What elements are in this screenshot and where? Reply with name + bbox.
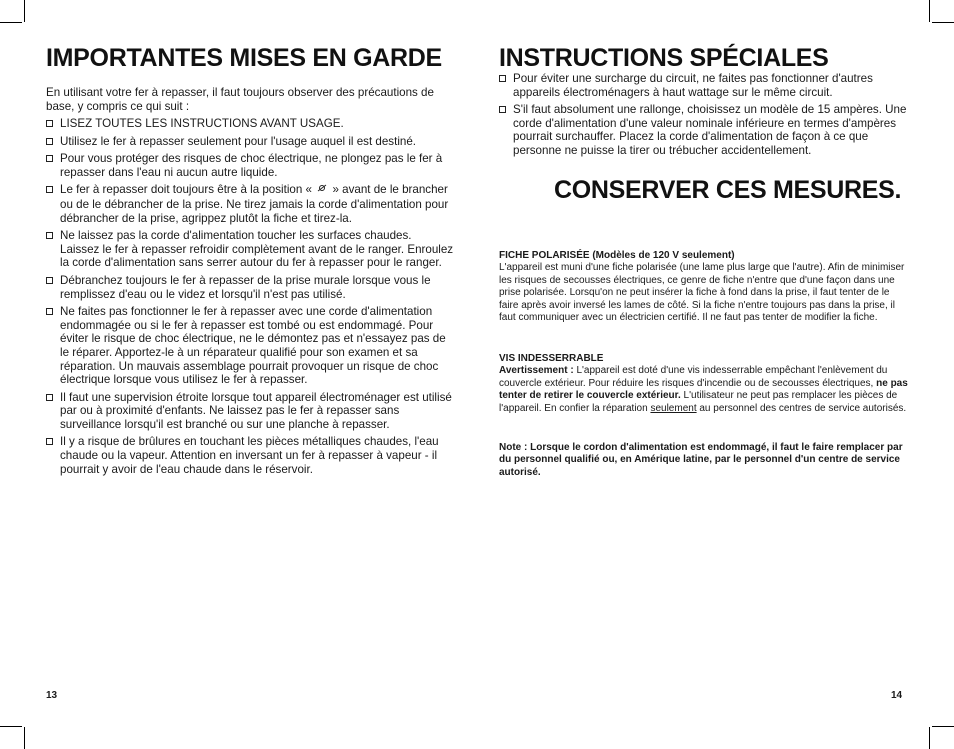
list-item: Pour vous protéger des risques de choc électrique, ne plongez pas le fer à repasser dans l'eau ni aucun autre liquide.: [46, 152, 454, 179]
checkbox-bullet-icon: [46, 438, 53, 445]
list-item: Il y a risque de brûlures en touchant les pièces métalliques chaudes, l'eau chaude ou la vapeur. Attention en inversant un fer à repasser à vapeur - il pourrait y avoir de l'eau chaude dans le réservoir.: [46, 435, 454, 476]
intro-paragraph: En utilisant votre fer à repasser, il faut toujours observer des précautions de base, y compris ce qui suit :: [46, 86, 434, 113]
page-number: 13: [46, 690, 58, 701]
list-item: Ne laissez pas la corde d'alimentation toucher les surfaces chaudes. Laissez le fer à repasser refroidir complètement avant de le ranger. Enroulez la corde d'alimentation sans serrer autour du fer à repasser pour le ranger.: [46, 229, 454, 270]
power-cord-note: Note : Lorsque le cordon d'alimentation est endommagé, il faut le faire remplacer par du personnel qualifié ou, en Amérique latine, par le personnel d'un centre de service autorisé.: [499, 442, 903, 478]
polarized-plug-section: [499, 250, 909, 324]
section-text: L'appareil est muni d'une fiche polarisée (une lame plus large que l'autre). Afin de minimiser les risques de secousses électriques, ce genre de fiche n'entre que d'une façon dans une prise polarisée. Lorsqu'on ne peut insérer la fiche à fond dans la prise, il faut tenter de le faire après avoir inversé les lames de côté. Si la fiche n'entre toujours pas dans la prise, il faut communiquer avec un électricien certifié. Il ne faut pas tenter de modifier la fiche.: [499, 262, 905, 324]
checkbox-bullet-icon: [499, 75, 506, 82]
checkbox-bullet-icon: [46, 155, 53, 162]
checkbox-bullet-icon: [46, 277, 53, 284]
list-item: Il faut une supervision étroite lorsque tout appareil électroménager est utilisé par ou à proximité d'enfants. Ne laissez pas le fer à repasser sans surveillance lorsqu'il est branché ou sur une planche à repasser.: [46, 391, 454, 432]
checkbox-bullet-icon: [46, 138, 53, 145]
crop-mark: [0, 726, 22, 727]
safeguards-list: [46, 117, 454, 480]
page-heading-safeguards: IMPORTANTES MISES EN GARDE: [46, 44, 442, 72]
crop-mark: [24, 0, 25, 22]
list-item: Ne faites pas fonctionner le fer à repasser avec une corde d'alimentation endommagée ou si le fer à repasser est tombé ou est endommagé. Pour éviter le risque de choc électrique, ne le démontez pas et n'essayez pas de le réparer. Apportez-le à un réparateur qualifié pour son examen et sa réparation. Un mauvais assemblage pourrait provoquer un risque de choc électrique lorsque vous utilisez le fer à repasser.: [46, 305, 454, 387]
list-item: S'il faut absolument une rallonge, choisissez un modèle de 15 ampères. Une corde d'alimentation d'une valeur nominale inférieure en termes d'ampères pourrait surchauffer. Placez la corde d'alimentation de façon à ce que personne ne puisse la tirer ou trébucher accidentellement.: [499, 103, 907, 157]
crop-mark: [929, 727, 930, 749]
page-heading-special-instructions: INSTRUCTIONS SPÉCIALES: [499, 44, 829, 72]
iron-off-position-icon: [315, 183, 329, 198]
page-number: 14: [891, 690, 903, 701]
list-item: Le fer à repasser doit toujours être à la position « » avant de le brancher ou de le débrancher de la prise. Ne tirez jamais la corde d'alimentation pour débrancher de la prise, agrippez plutôt la fiche et tirez-la.: [46, 183, 454, 225]
list-item: Débranchez toujours le fer à repasser de la prise murale lorsque vous le remplissez d'eau ou le videz et lorsqu'il n'est pas utilisé.: [46, 274, 454, 301]
special-instructions-list: [499, 72, 907, 162]
crop-mark: [0, 22, 22, 23]
crop-mark: [929, 0, 930, 22]
crop-mark: [932, 22, 954, 23]
checkbox-bullet-icon: [46, 186, 53, 193]
section-title: VIS INDESSERRABLE: [499, 353, 604, 364]
checkbox-bullet-icon: [46, 120, 53, 127]
section-text: Avertissement : L'appareil est doté d'une vis indesserrable empêchant l'enlèvement du couvercle extérieur. Pour réduire les risques d'incendie ou de secousses électriques, ne pas tenter de retirer le couvercle extérieur. L'utilisateur ne peut pas remplacer les pièces de l'appareil. En confier la réparation seulement au personnel des centres de service autorisés.: [499, 365, 908, 414]
checkbox-bullet-icon: [46, 232, 53, 239]
checkbox-bullet-icon: [499, 106, 506, 113]
list-item: Utilisez le fer à repasser seulement pour l'usage auquel il est destiné.: [46, 135, 454, 149]
crop-mark: [932, 726, 954, 727]
section-title: FICHE POLARISÉE (Modèles de 120 V seulement): [499, 250, 735, 261]
list-item: Pour éviter une surcharge du circuit, ne faites pas fonctionner d'autres appareils électroménagers à haut wattage sur le même circuit.: [499, 72, 907, 99]
save-instructions-heading: CONSERVER CES MESURES.: [554, 176, 902, 204]
tamper-screw-section: [499, 353, 909, 415]
crop-mark: [24, 727, 25, 749]
list-item: LISEZ TOUTES LES INSTRUCTIONS AVANT USAGE.: [46, 117, 454, 131]
checkbox-bullet-icon: [46, 308, 53, 315]
checkbox-bullet-icon: [46, 394, 53, 401]
